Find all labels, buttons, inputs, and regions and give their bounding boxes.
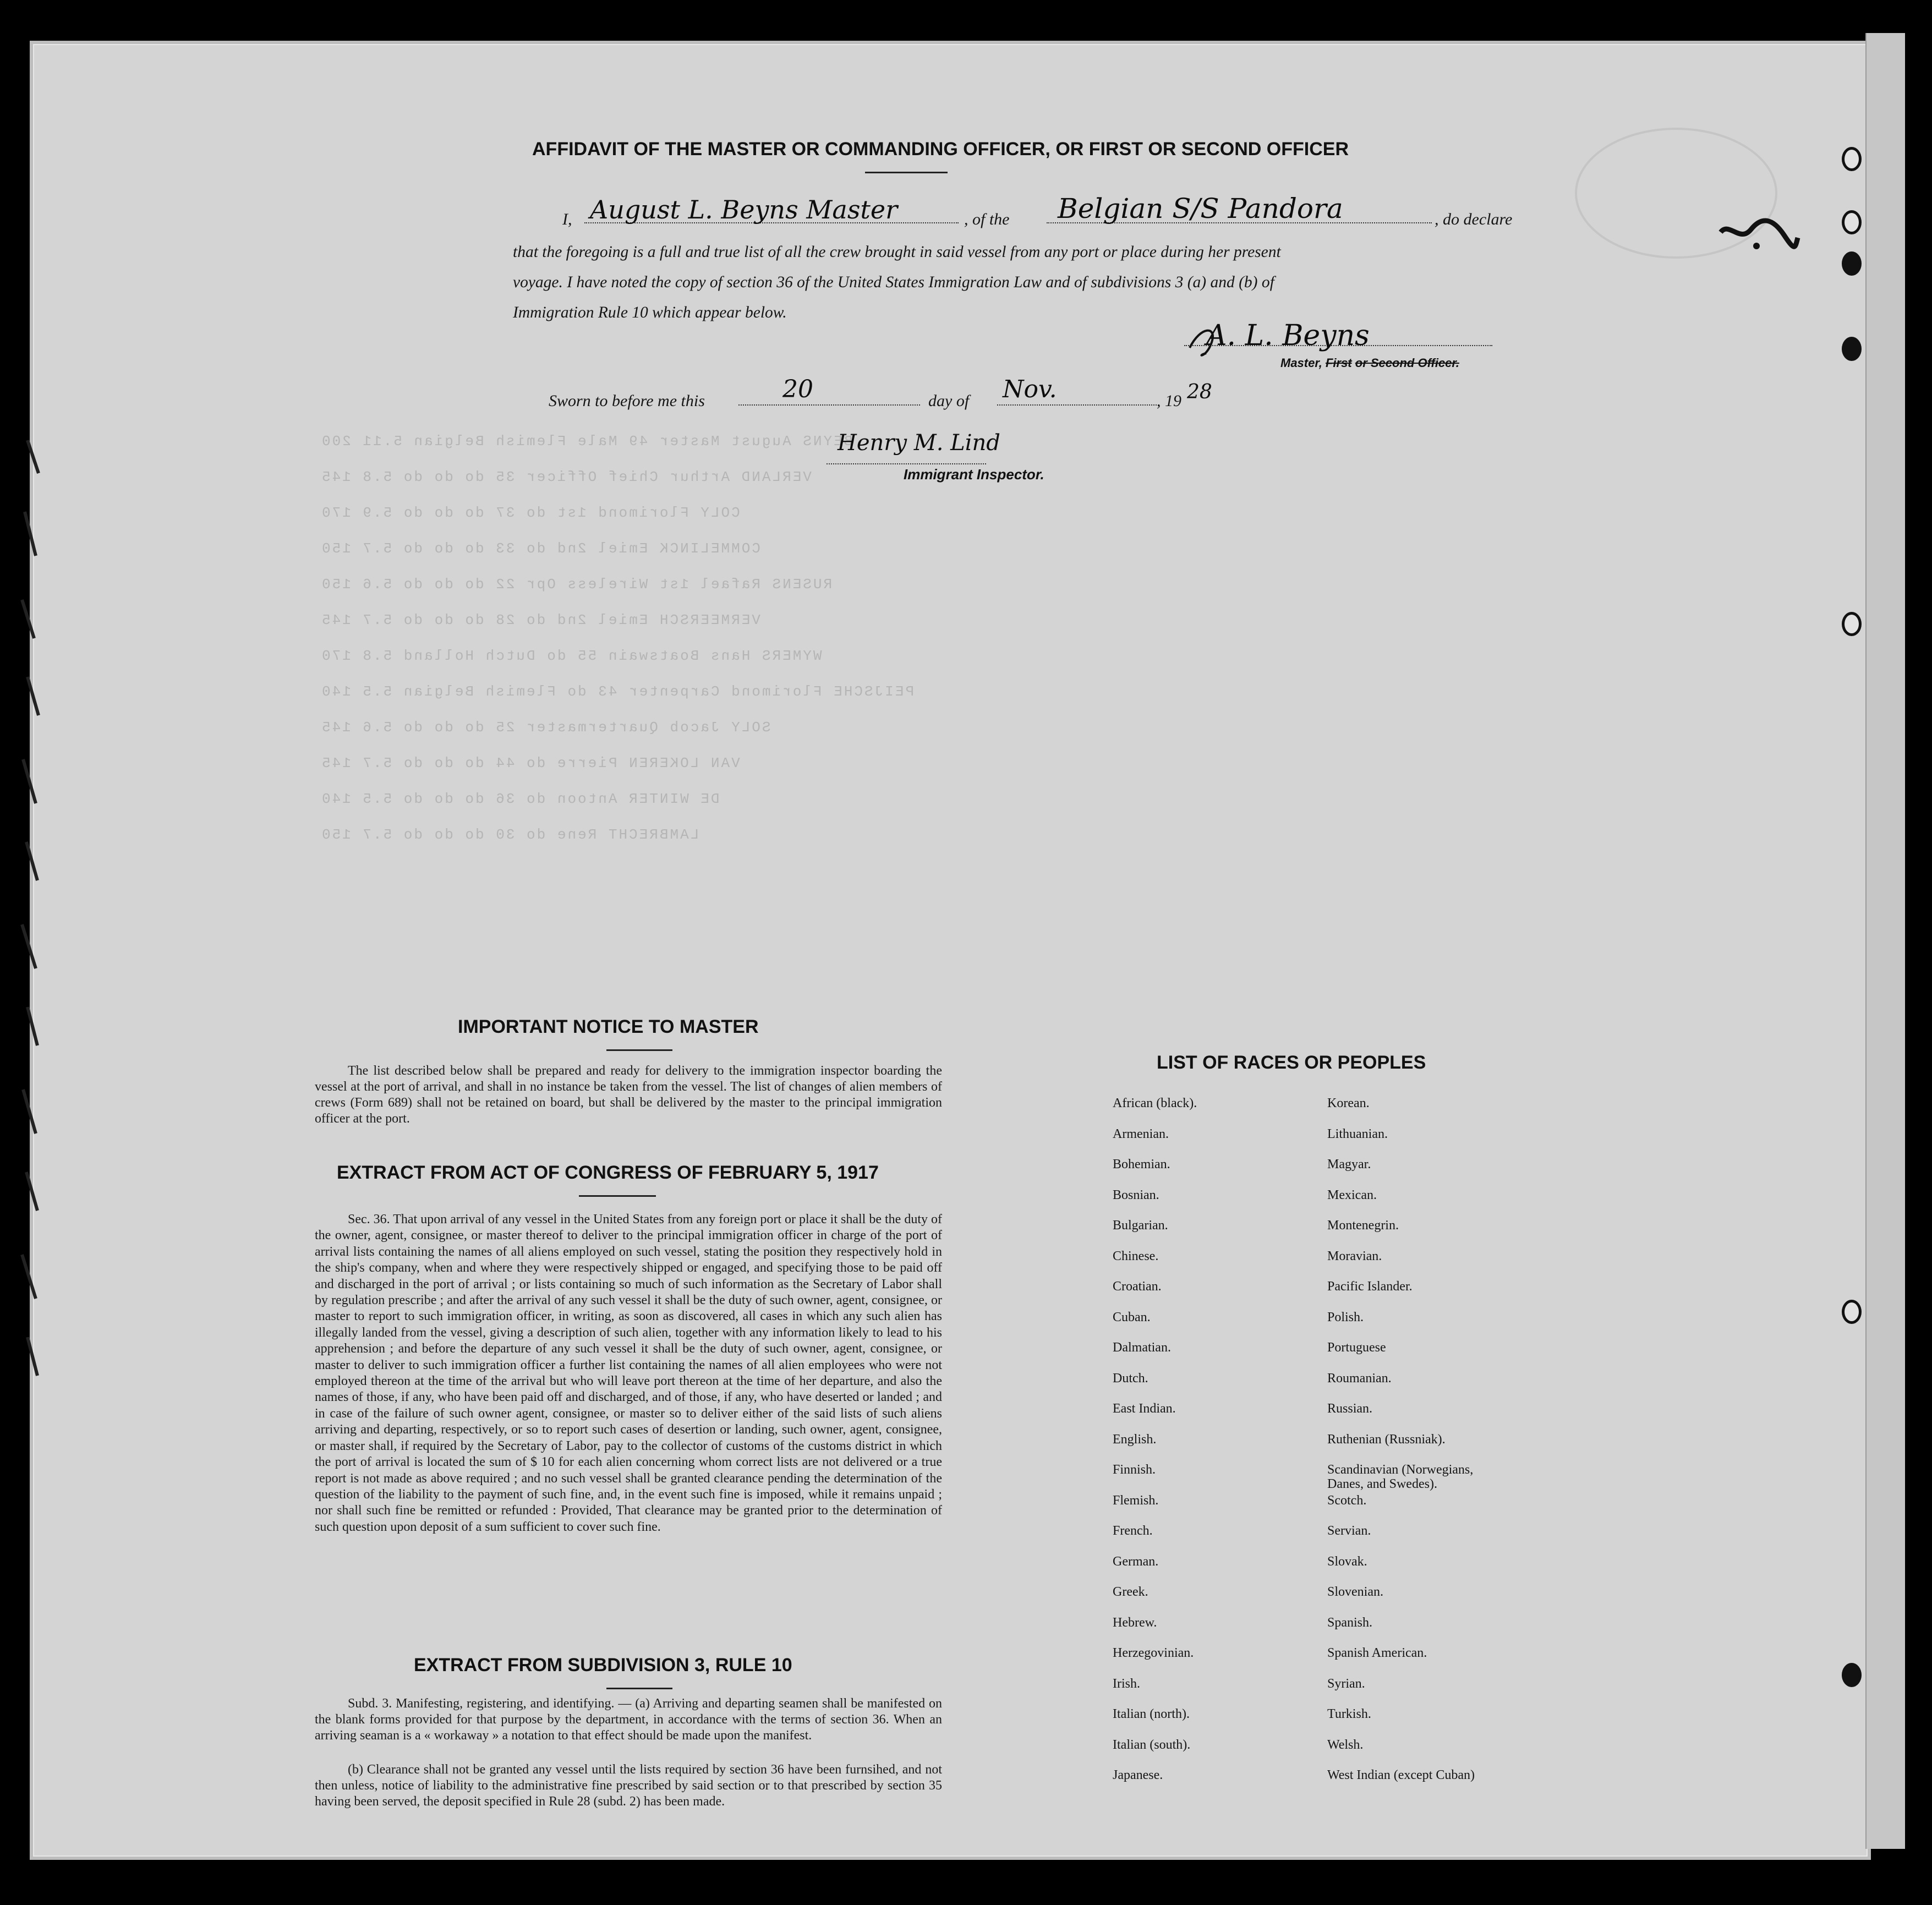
document-page — [33, 44, 1868, 1857]
margin-ink-marks — [11, 429, 55, 1420]
ink-smudge — [1718, 216, 1800, 254]
affidavit-line1-prefix: I, — [562, 210, 572, 228]
race-item: Moravian. — [1327, 1249, 1382, 1263]
race-item: East Indian. — [1113, 1402, 1176, 1416]
sworn-year-prefix: , 19 — [1157, 392, 1181, 410]
notice-underline — [606, 1049, 672, 1051]
affidavit-line1-suffix: , do declare — [1435, 210, 1513, 228]
race-item: Korean. — [1327, 1096, 1370, 1110]
page-edge — [1865, 33, 1905, 1849]
race-item: Syrian. — [1327, 1676, 1365, 1691]
sworn-day-field — [738, 382, 920, 406]
race-item: Italian (south). — [1113, 1737, 1191, 1752]
races-title: LIST OF RACES OR PEOPLES — [1157, 1052, 1426, 1073]
affidavit-title: AFFIDAVIT OF THE MASTER OR COMMANDING OFFICER, OR FIRST OR SECOND OFFICER — [532, 139, 1349, 160]
race-item: Bosnian. — [1113, 1187, 1159, 1202]
ghost-row: VERMEERSCH Emiel 2nd do 28 do do do 5.7 145 — [320, 612, 760, 628]
sworn-year: 28 — [1187, 381, 1212, 403]
race-item: Scotch. — [1327, 1493, 1367, 1508]
notice-title: IMPORTANT NOTICE TO MASTER — [458, 1016, 759, 1037]
inspector-label: Immigrant Inspector. — [904, 466, 1044, 483]
race-item: German. — [1113, 1554, 1159, 1569]
race-item: Polish. — [1327, 1310, 1364, 1324]
ghost-row: RUSENS Rafael 1st Wireless Opr 22 do do do 5.6 150 — [320, 576, 833, 593]
ghost-row: COLY Florimond 1st do 37 do do do 5.9 170 — [320, 505, 740, 521]
master-title-rest: or Second Officer. — [1355, 356, 1459, 370]
race-item: Bulgarian. — [1113, 1218, 1168, 1233]
race-item: Montenegrin. — [1327, 1218, 1399, 1233]
sworn-prefix: Sworn to before me this — [549, 392, 705, 410]
race-item: Servian. — [1327, 1524, 1371, 1538]
sworn-day-of: day of — [928, 392, 970, 410]
race-item: Slovenian. — [1327, 1585, 1383, 1599]
race-item: English. — [1113, 1432, 1157, 1447]
race-item: Slovak. — [1327, 1554, 1367, 1569]
rule-para-a: Subd. 3. Manifesting, registering, and identifying. — (a) Arriving and departing seamen shall be manifested on the blank forms provided for that purpose by the department, in accordance with the terms of section 36. When an arriving seaman is a « workaway » a notation to that effect should be made upon the manifest. — [315, 1696, 942, 1743]
race-item: Magyar. — [1327, 1157, 1371, 1172]
race-item: Croatian. — [1113, 1279, 1162, 1294]
punch-hole — [1842, 1300, 1862, 1324]
punch-hole — [1842, 251, 1862, 276]
inspector-signature: Henry M. Lind — [838, 430, 1000, 456]
act-body: Sec. 36. That upon arrival of any vessel in the United States from any foreign port or place it shall be the duty of the owner, agent, consignee, or master thereof to deliver to the principal immigration officer in charge of the port of arrival lists containing the names of all aliens employed on such vessel, stating the position they respectively hold in the ship's company, when and where they were respectively shipped or engaged, and specifying those to be paid off and discharged in the port of arrival ; or lists containing so much of such information as the Secretary of Labor shall by regulation prescribe ; and after the arrival of any such vessel it shall be the duty of such owner, agent, consignee, or master to report to such immigration officer, in writing, as soon as discovered, all cases in which any such alien has illegally landed from the vessel, giving a description of such alien, together with any information likely to lead to his apprehension ; and before the departure of any such vessel it shall be the duty of such owner, agent, consignee, or master to deliver to such immigration officer a further list containing the names of all alien employees who were not employed thereon at the time of the arrival but who will leave port thereon at the time of her departure, and also the names of those, if any, who have been paid off and discharged, and of those, if any, who have deserted or landed ; and in case of the failure of such owner agent, consignee, or master so to deliver either of the said lists of such aliens arriving and departing, respectively, or so to report such cases of desertion or landing, such owner, agent, consignee, or master shall, if required by the Secretary of Labor, pay to the collector of customs of the customs district in which the port of arrival is located the sum of $ 10 for each alien concerning whom correct lists are not delivered or a true report is not made as above required ; and no such vessel shall be granted clearance pending the determination of the question of the liability to the payment of such fine, and, in the event such fine is imposed, while it remains unpaid ; nor shall such fine be remitted or refunded : Provided, That clearance may be granted prior to the determination of such question upon deposit of a sum sufficient to cover such fine. — [315, 1212, 942, 1534]
rule-para-b: (b) Clearance shall not be granted any vessel until the lists required by section 36 have been furnsihed, and not then unless, notice of liability to the administrative fine prescribed by said section or to that prescribed by section 35 having been served, the deposit specified in Rule 28 (subd. 2) has been made. — [315, 1762, 942, 1809]
master-title-first-struck: First — [1325, 356, 1352, 370]
race-item: Armenian. — [1113, 1126, 1169, 1141]
ghost-row: DE WINTER Antoon do 36 do do do 5.5 140 — [320, 791, 720, 807]
rule-title: EXTRACT FROM SUBDIVISION 3, RULE 10 — [414, 1655, 792, 1676]
rule-underline — [606, 1688, 672, 1689]
signature-flourish — [1184, 326, 1250, 359]
race-item: Pacific Islander. — [1327, 1279, 1413, 1294]
race-item: Herzegovinian. — [1113, 1646, 1194, 1660]
title-underline — [865, 172, 948, 173]
race-item: Chinese. — [1113, 1249, 1159, 1263]
ghost-row: SOLY Jacob Quartermaster 25 do do do 5.6 145 — [320, 719, 771, 736]
race-item: Roumanian. — [1327, 1371, 1392, 1386]
race-item: Turkish. — [1327, 1707, 1371, 1721]
affidavit-line3: voyage. I have noted the copy of section 36 of the United States Immigration Law and of subdivisions 3 (a) and (b) of — [513, 273, 1274, 291]
race-item: Spanish American. — [1327, 1646, 1427, 1660]
sworn-month: Nov. — [1003, 375, 1057, 403]
race-item: Hebrew. — [1113, 1615, 1157, 1630]
race-item: Bohemian. — [1113, 1157, 1170, 1172]
affidavit-line1-mid: , of the — [964, 210, 1010, 228]
race-item: Japanese. — [1113, 1768, 1163, 1782]
race-item: Italian (north). — [1113, 1707, 1190, 1721]
race-item: West Indian (except Cuban) — [1327, 1768, 1475, 1782]
race-item: Greek. — [1113, 1585, 1148, 1599]
affidavit-line2: that the foregoing is a full and true list of all the crew brought in said vessel from any port or place during her present — [513, 243, 1281, 261]
master-title-label — [1280, 356, 1459, 370]
punch-hole — [1842, 1663, 1862, 1687]
punch-hole — [1842, 147, 1862, 171]
race-item: Cuban. — [1113, 1310, 1151, 1324]
punch-hole — [1842, 210, 1862, 234]
race-item: Dutch. — [1113, 1371, 1148, 1386]
act-underline — [579, 1195, 656, 1197]
ghost-row: PEIJSCHE Florimond Carpenter 43 do Flemish Belgian 5.5 140 — [320, 683, 914, 700]
master-title-master: Master, — [1280, 356, 1322, 370]
race-item: Dalmatian. — [1113, 1340, 1171, 1355]
race-item: Scandinavian (Norwegians, Danes, and Swedes). — [1327, 1463, 1474, 1491]
race-item: Lithuanian. — [1327, 1126, 1388, 1141]
race-item: Spanish. — [1327, 1615, 1373, 1630]
punch-hole — [1842, 612, 1862, 636]
ghost-row: LAMBRECHT Rene do 30 do do do 5.7 150 — [320, 826, 699, 843]
master-name-handwritten: August L. Beyns Master — [590, 195, 898, 225]
race-item: African (black). — [1113, 1096, 1197, 1110]
ghost-row: VAN LOKEREN Pierre do 44 do do do 5.7 145 — [320, 755, 740, 771]
ghost-row: WYMERS Hans Boatswain 55 do Dutch Holland 5.8 170 — [320, 648, 822, 664]
race-item: Finnish. — [1113, 1463, 1156, 1477]
race-item: Welsh. — [1327, 1737, 1364, 1752]
race-item: Irish. — [1113, 1676, 1140, 1691]
race-item: Ruthenian (Russniak). — [1327, 1432, 1446, 1447]
race-item: Mexican. — [1327, 1187, 1377, 1202]
ghost-row: VERLAND Arthur Chief Officer 35 do do do 5.8 145 — [320, 469, 812, 485]
races-right-column — [1327, 1096, 1613, 1799]
race-item: Flemish. — [1113, 1493, 1159, 1508]
race-item: Russian. — [1327, 1402, 1373, 1416]
vessel-handwritten: Belgian S/S Pandora — [1058, 193, 1343, 225]
affidavit-line4: Immigration Rule 10 which appear below. — [513, 304, 787, 321]
sworn-day: 20 — [782, 375, 813, 403]
act-title: EXTRACT FROM ACT OF CONGRESS OF FEBRUARY 5, 1917 — [337, 1162, 879, 1183]
race-item: Portuguese — [1327, 1340, 1386, 1355]
ghost-row: BEYNS August Master 49 Male Flemish Belgian 5.11 200 — [320, 433, 853, 450]
notice-body: The list described below shall be prepared and ready for delivery to the immigration inspector boarding the vessel at the port of arrival, and shall in no instance be taken from the vessel. The list of changes of alien members of crews (Form 689) shall not be retained on board, but shall be delivered by the master to the principal immigration officer at the port. — [315, 1064, 942, 1126]
ghost-row: COMMELINCK Emiel 2nd do 33 do do do 5.7 150 — [320, 540, 760, 557]
race-item: French. — [1113, 1524, 1153, 1538]
punch-hole — [1842, 337, 1862, 361]
master-signature: A. L. Beyns — [1206, 319, 1370, 352]
